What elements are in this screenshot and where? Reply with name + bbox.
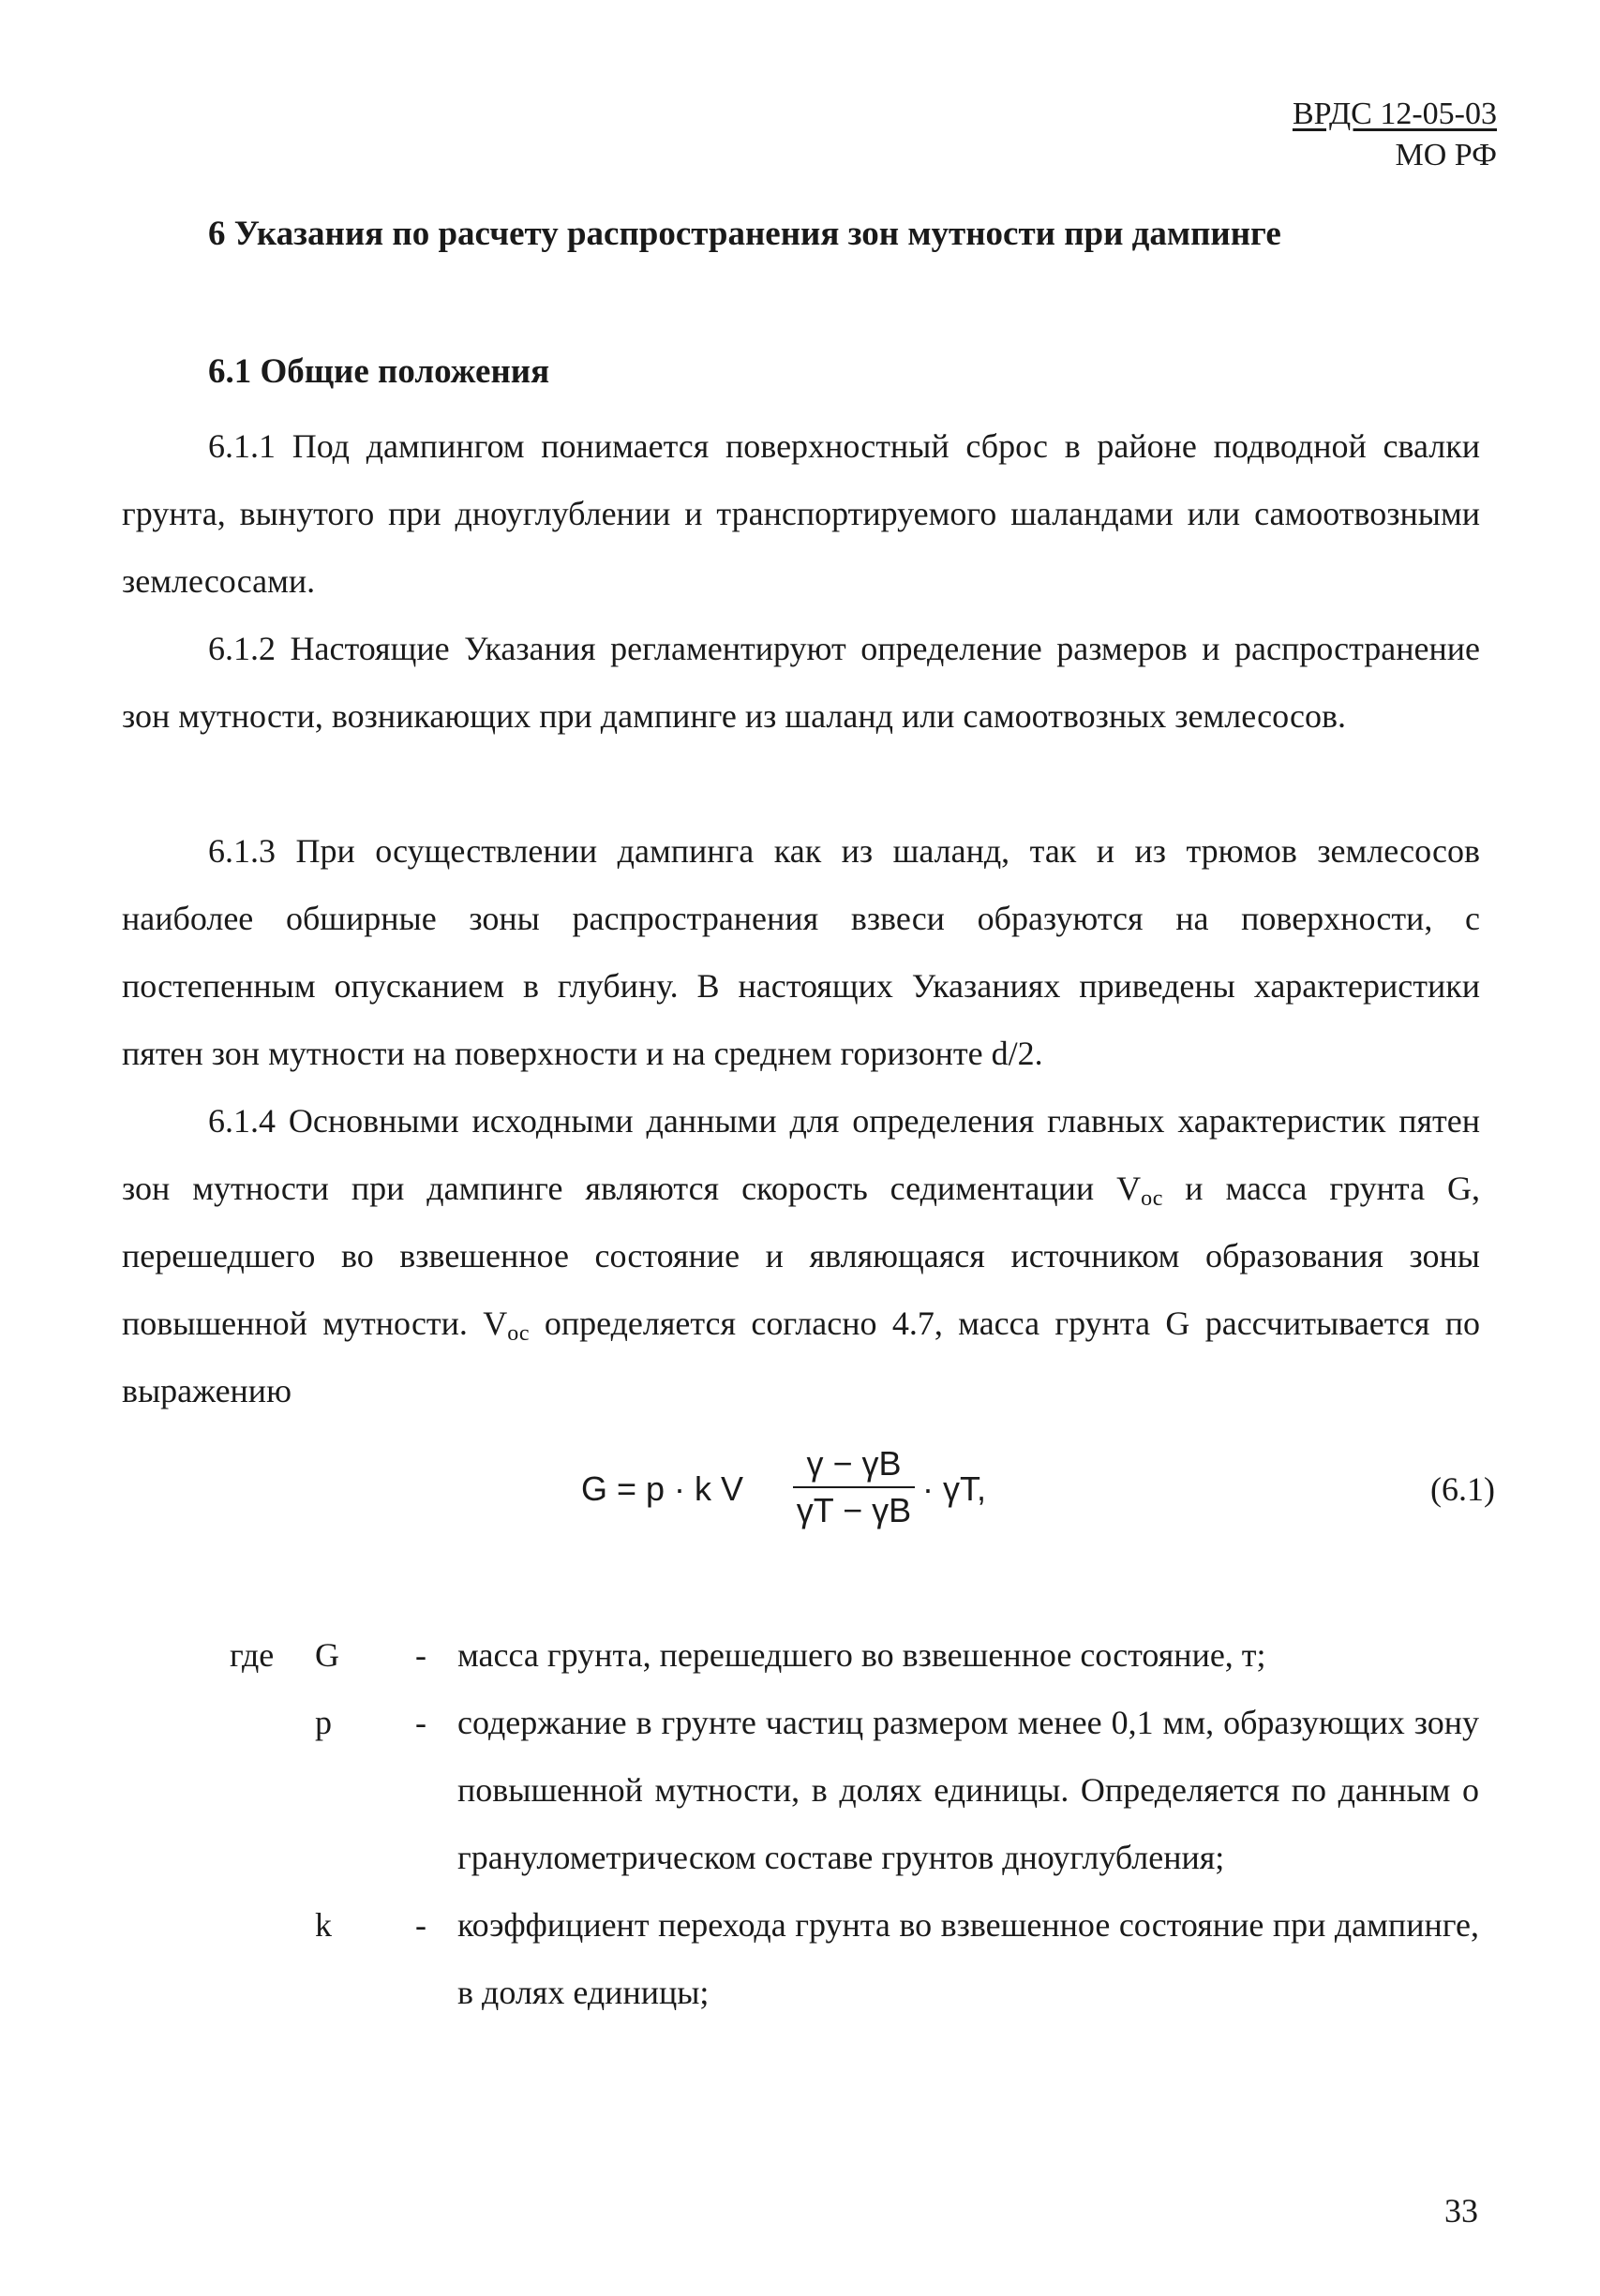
document-header xyxy=(1293,94,1497,176)
paragraph-6-1-3: 6.1.3 При осуществлении дампинга как из шаланд, так и из трюмов землесосов наиболее обширные зоны распространения взвеси образуются на поверхности, с постепенным опусканием в глубину. В настоящих Указаниях приведены характеристики пятен зон мутности на поверхности и на среднем горизонте d/2. xyxy=(122,832,1480,1072)
document-code: ВРДС 12-05-03 xyxy=(1292,97,1497,131)
definitions-list xyxy=(0,1621,1600,2026)
equation-number: (6.1) xyxy=(1430,1470,1495,1508)
definition-dash: - xyxy=(415,1636,426,1674)
formula-denominator: γT − γB xyxy=(796,1491,912,1529)
definition-dash: - xyxy=(415,1704,426,1741)
formula-lhs: G = p · k V xyxy=(581,1469,744,1508)
paragraph-text: определяется согласно 4.7, масса грунта G рассчитывается по выражению xyxy=(122,1305,1480,1409)
definition-item xyxy=(0,1621,1600,1689)
definition-symbol: p xyxy=(315,1704,332,1741)
paragraph-6-1-2: 6.1.2 Настоящие Указания регламентируют определение размеров и распространение зон мутности, возникающих при дампинге из шаланд или самоотвозных землесосов. xyxy=(122,630,1480,735)
paragraph-6-1-1: 6.1.1 Под дампингом понимается поверхностный сброс в районе подводной свалки грунта, вынутого при дноуглублении и транспортируемого шаландами или самоотвозными землесосами. xyxy=(122,427,1480,600)
definition-item xyxy=(0,1689,1600,1891)
paragraph-6-1-4 xyxy=(122,1087,1480,1424)
organization: МО РФ xyxy=(1395,138,1497,172)
formula-6-1 xyxy=(581,1443,1050,1546)
fraction-bar xyxy=(793,1486,915,1488)
definition-symbol: G xyxy=(315,1636,339,1674)
subscript-os: ос xyxy=(507,1321,530,1346)
subscript-os: ос xyxy=(1141,1186,1163,1211)
formula-fraction xyxy=(793,1443,915,1531)
page-number: 33 xyxy=(1444,2192,1478,2229)
paragraph-text: и масса грунта G, перешедшего во взвешенное состояние и являющаяся источником образования зоны повышенной мутности. V xyxy=(122,1170,1481,1342)
definition-dash: - xyxy=(415,1906,426,1944)
definition-text: коэффициент перехода грунта во взвешенное состояние при дампинге, в долях единицы; xyxy=(457,1906,1479,2011)
definition-text: содержание в грунте частиц размером менее 0,1 мм, образующих зону повышенной мутности, в долях единицы. Определяется по данным о гранулометрическом составе грунтов дноуглубления; xyxy=(457,1704,1479,1876)
formula-numerator: γ − γB xyxy=(806,1444,902,1483)
definition-text: масса грунта, перешедшего во взвешенное состояние, т; xyxy=(457,1636,1266,1674)
subsection-title: 6.1 Общие положения xyxy=(208,352,550,391)
paragraph-text: 6.1.4 Основными исходными данными для определения главных характеристик пятен зон мутности при дампинге являются скорость седиментации V xyxy=(122,1102,1480,1207)
formula-rhs: · γT, xyxy=(922,1469,986,1508)
definition-item xyxy=(0,1891,1600,2026)
section-title: 6 Указания по расчету распространения зон мутности при дампинге xyxy=(208,215,1281,253)
definition-symbol: k xyxy=(315,1906,332,1944)
definitions-lead: где xyxy=(230,1636,275,1674)
